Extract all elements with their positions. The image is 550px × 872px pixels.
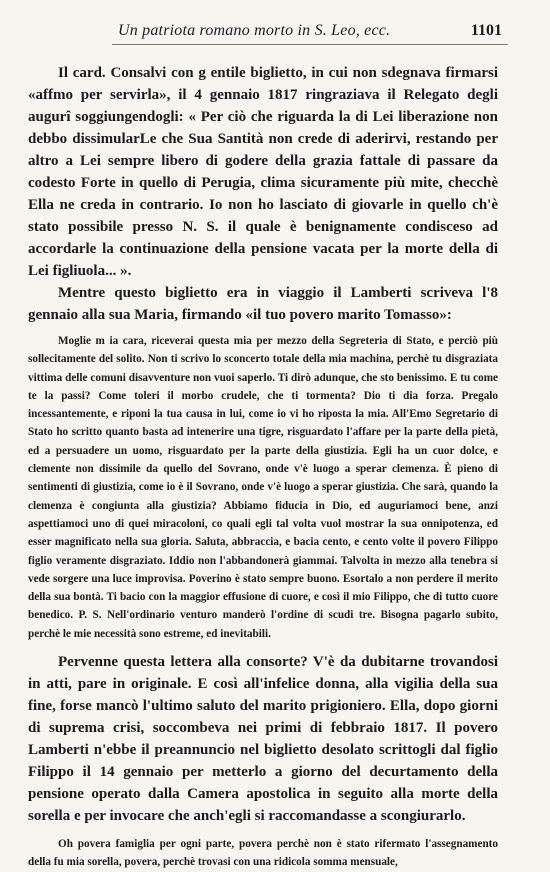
page-number: 1101 (470, 22, 502, 39)
paragraph-lamberti-writes: Mentre questo biglietto era in viaggio il Lamberti scriveva l'8 gennaio alla sua Maria, firmando «il tuo povero marito Tomasso»: (28, 285, 498, 323)
running-head (0, 22, 550, 42)
body-text (28, 62, 498, 872)
paragraph-wife-death: Pervenne questa lettera alla consorte? V'è da dubitarne trovandosi in atti, pare in originale. E così all'infelice donna, alla vigilia della sua fine, forse mancò l'ultimo saluto del marito prigioniero. Ella, dopo giorni di suprema crisi, soccombeva nei primi di febbraio 1817. Il povero Lamberti n'ebbe il preannuncio nel biglietto desolato scrittogli dal figlio Filippo il 14 gennaio per metterlo a giorno del decurtamento della pensione operato dalla Camera apostolica in seguito alla morte della sorella e per invocare che anch'egli si raccomandasse a scongiurarlo. (28, 654, 498, 825)
quoted-letter: Moglie m ia cara, riceverai questa mia per mezzo della Segreteria di Stato, e perciò più sollecitamente del solito. Non ti scrivo lo sconcerto totale della mia machina, perchè tu disgraziata vittima delle comuni disavventure non vuoi saperlo. Ti dirò adunque, che sto benissimo. E tu come te la passi? Come toleri il morbo crudele, che ti tormenta? Dio ti dia forza. Pregalo incessantemente, e riponi la tua causa in lui, come io vi ho riposta la mia. All'Emo Segretario di Stato ho scritto quanto basta ad intenerire una tigre, risguardato l'affare per la parte della pietà, ed a persuadere un uomo, risguardato per la parte della giustizia. Egli ha un cuor dolce, e clemente non dissimile da quello del Sovrano, onde v'è luogo a sperar clemenza. È pieno di sentimenti di giustizia, come io è il Sovrano, onde v'è luogo a sperar giustizia. Che sarà, quando la clemenza è congiunta alla giustizia? Abbiamo fiducia in Dio, ed auguriamoci bene, anzi aspettiamoci uno di quei miracoloni, co quali egli tal volta vuol mostrar la sua onnipotenza, ed esser magnificato nella sua gloria. Saluta, abbraccia, e bacia cento, e cento volte il povero Filippo figlio veramente disgraziato. Iddio non l'abbandonerà giammai. Talvolta in mezzo alla tenebra si vede sorgere una luce improvisa. Poverino è stato sempre buono. Esortalo a non perdere il merito della sua bontà. Ti bacio con la maggior effusione di cuore, e così il mio Filippo, che di tutto cuore benedico. P. S. Nell'ordinario venturo manderò l'ordine di scudi tre. Bisogna pagarlo subito, perchè le mie necessità sono estreme, ed inevitabili. (28, 335, 498, 640)
paragraph-consalvi-letter: Il card. Consalvi con g entile biglietto, in cui non sdegnava firmarsi «affmo per servirla», il 4 gennaio 1817 ringraziava il Relegato degli augurî soggiungendogli: « Per ciò che riguarda la di Lei liberazione non debbo dissimularLe che Sua Santità non crede di aderirvi, restando per altro a Lei sempre libero di godere della grazia fattale di passare da codesto Forte in quello di Perugia, clima sicuramente più mite, checchè Ella ne creda in contrario. Io non ho lasciato di giovarle in quello ch'è stato possibile presso N. S. il quale è benignamente condisceso ad accordarle la continuazione della pensione vacata per la morte della di Lei figliuola... ». (28, 65, 498, 279)
quoted-closing: Oh povera famiglia per ogni parte, povera perchè non è stato rifermato l'assegnamento della fu mia sorella, povera, perchè trovasi con una ridicola somma mensuale, (28, 838, 498, 869)
running-title: Un patriota romano morto in S. Leo, ecc. (118, 22, 391, 39)
header-rule (112, 44, 508, 45)
